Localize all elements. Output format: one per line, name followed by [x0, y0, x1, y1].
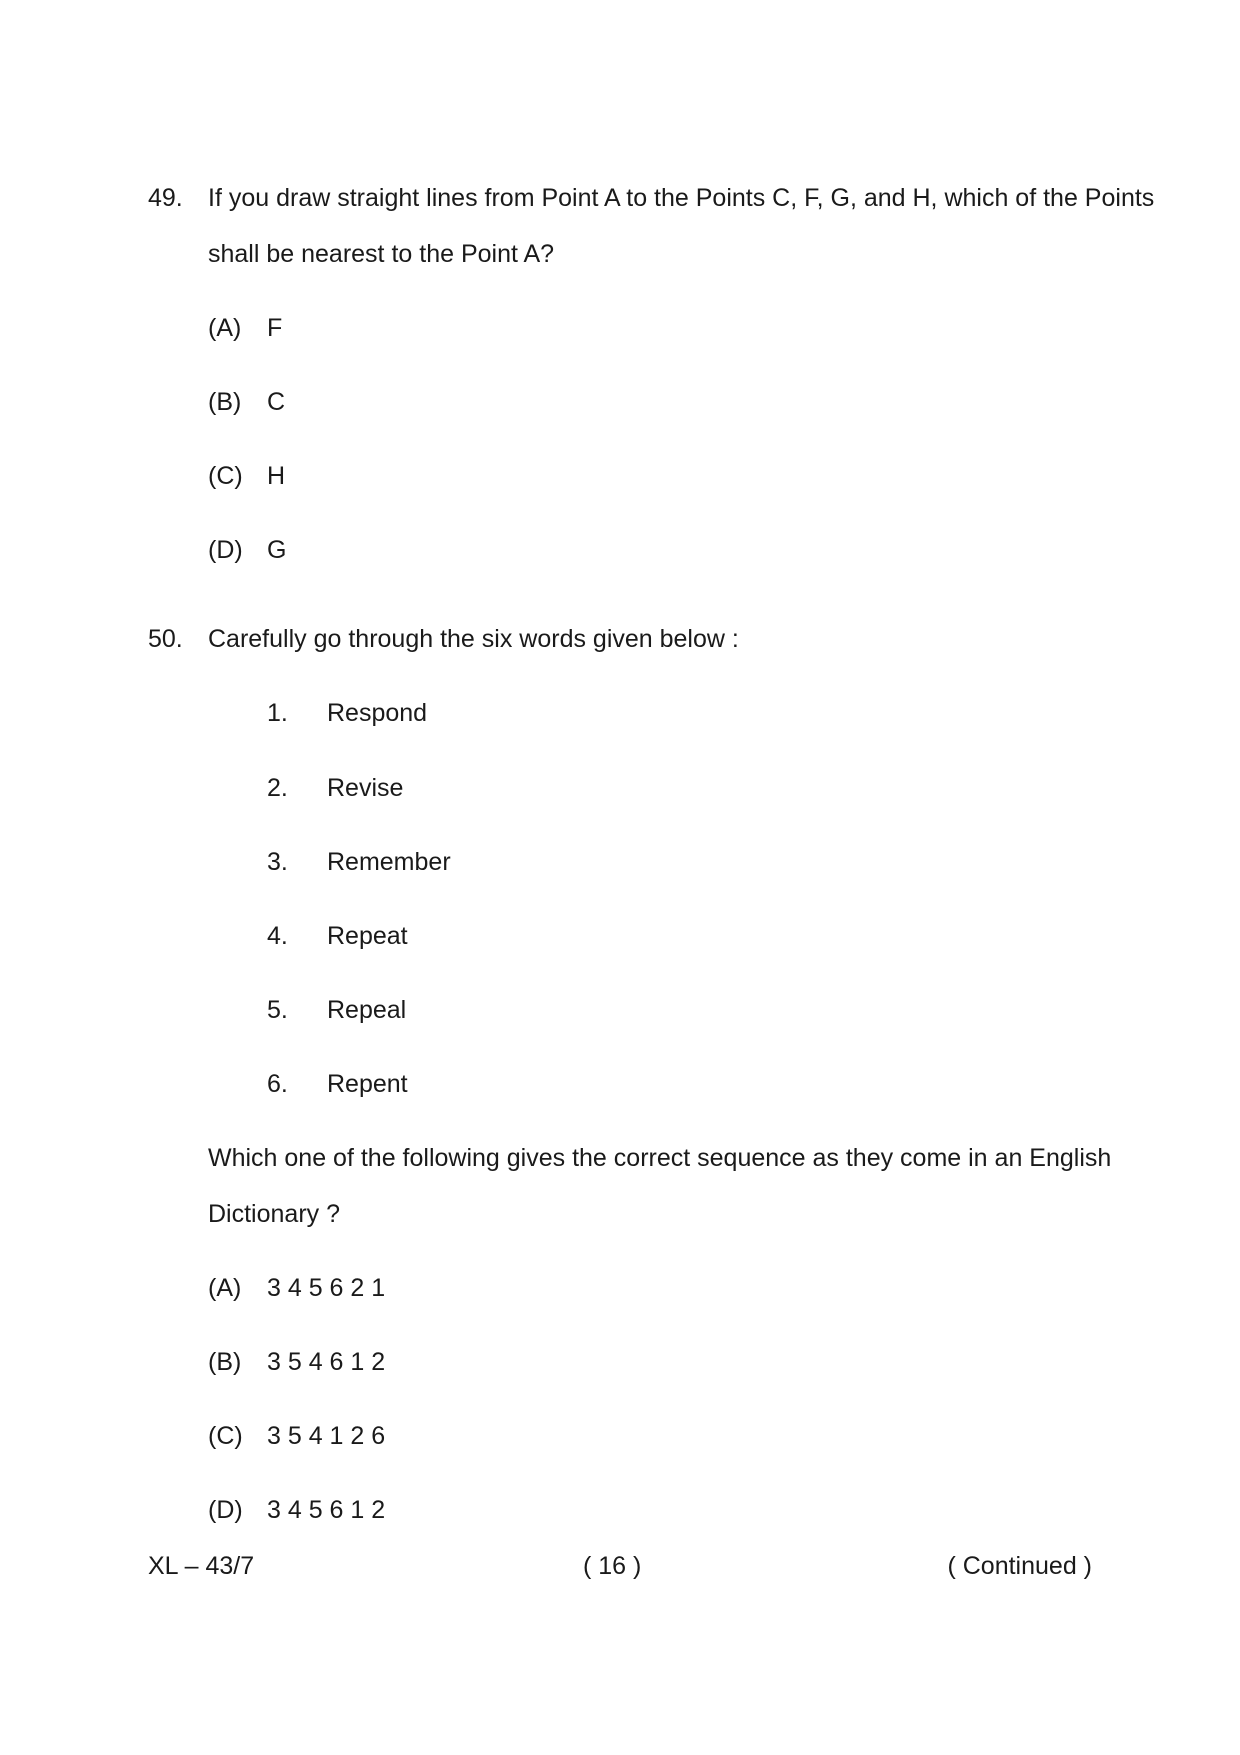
- option-b-label: (B): [208, 1348, 242, 1376]
- word-item: Respond: [327, 699, 428, 727]
- page-number: ( 16 ): [583, 1552, 642, 1580]
- word-number: 6.: [267, 1070, 288, 1098]
- word-item: Remember: [327, 848, 451, 876]
- question-text-line: Which one of the following gives the correct sequence as they come in an English: [208, 1144, 1112, 1172]
- option-a-text: 3 4 5 6 2 1: [267, 1274, 386, 1302]
- question-text-line: shall be nearest to the Point A?: [208, 240, 555, 268]
- word-item: Repent: [327, 1070, 408, 1098]
- option-c-label: (C): [208, 1422, 243, 1450]
- continued-note: ( Continued ): [947, 1552, 1092, 1580]
- word-item: Revise: [327, 774, 404, 802]
- option-a-text: F: [267, 314, 283, 342]
- option-b-text: C: [267, 388, 286, 416]
- word-number: 2.: [267, 774, 288, 802]
- question-number: 49.: [148, 184, 183, 212]
- question-text-line: Dictionary ?: [208, 1200, 340, 1228]
- option-a-label: (A): [208, 314, 242, 342]
- word-number: 5.: [267, 996, 288, 1024]
- option-d-text: G: [267, 536, 287, 564]
- word-number: 1.: [267, 699, 288, 727]
- question-number: 50.: [148, 625, 183, 653]
- paper-code: XL – 43/7: [148, 1552, 255, 1580]
- option-b-text: 3 5 4 6 1 2: [267, 1348, 386, 1376]
- word-item: Repeat: [327, 922, 408, 950]
- option-c-text: H: [267, 462, 286, 490]
- option-a-label: (A): [208, 1274, 242, 1302]
- question-text-line: If you draw straight lines from Point A to the Points C, F, G, and H, which of the Points: [208, 184, 1155, 212]
- option-c-text: 3 5 4 1 2 6: [267, 1422, 386, 1450]
- option-d-label: (D): [208, 1496, 243, 1524]
- option-d-label: (D): [208, 536, 243, 564]
- option-d-text: 3 4 5 6 1 2: [267, 1496, 386, 1524]
- word-item: Repeal: [327, 996, 407, 1024]
- word-number: 4.: [267, 922, 288, 950]
- option-b-label: (B): [208, 388, 242, 416]
- question-intro: Carefully go through the six words given below :: [208, 625, 739, 653]
- word-number: 3.: [267, 848, 288, 876]
- option-c-label: (C): [208, 462, 243, 490]
